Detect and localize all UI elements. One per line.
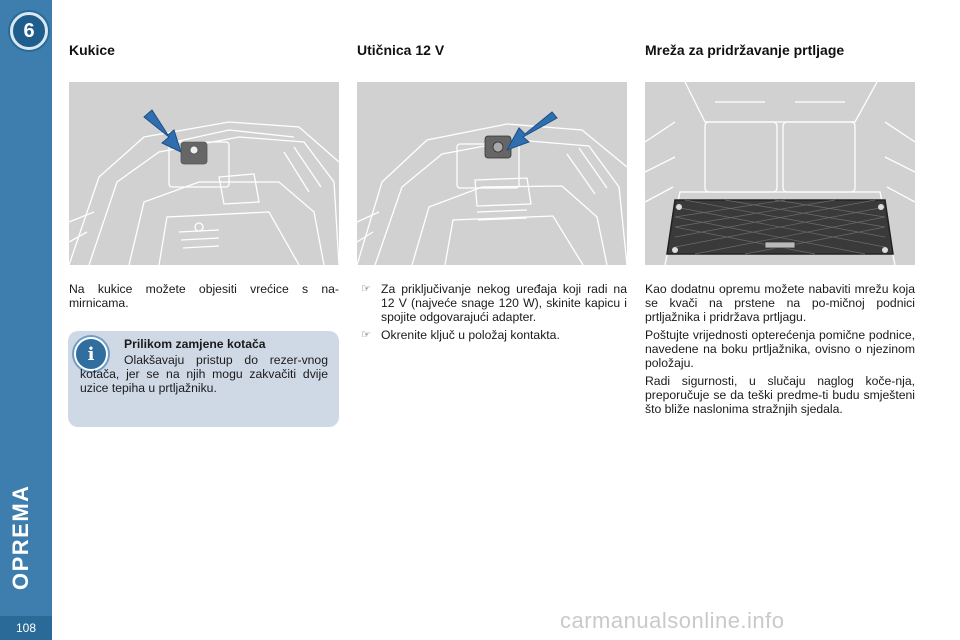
chapter-title: OPREMA — [8, 484, 33, 590]
section-title-socket: Utičnica 12 V — [357, 42, 445, 58]
luggage-net-description — [645, 282, 915, 420]
instruction-text: Za priključivanje nekog uređaja koji radi na 12 V (najveće snage 120 W), skinite kapicu i spojite odgovarajući adapter. — [381, 282, 627, 324]
info-box-title: Prilikom zamjene kotača — [124, 337, 266, 351]
paragraph: Poštujte vrijednosti opterećenja pomične podnice, navedene na boku prtljažnika, ovisno o njezinom položaju. — [645, 328, 915, 370]
instruction-item — [357, 282, 627, 324]
info-box-text: Olakšavaju pristup do rezer-vnog kotača, jer se na njih mogu zakvačiti dvije uzice tepiha u prtljažniku. — [80, 353, 328, 395]
instruction-item — [357, 328, 627, 342]
section-title-luggage-net: Mreža za pridržavanje prtljage — [645, 42, 845, 58]
trunk-12v-socket-illustration — [357, 82, 627, 265]
paragraph: Kao dodatnu opremu možete nabaviti mrežu koja se kvači na prstene na po-mičnoj podnici prtljažnika i pridržava prtljagu. — [645, 282, 915, 324]
hooks-description: Na kukice možete objesiti vrećice s na-mirnicama. — [69, 282, 339, 310]
watermark: carmanualsonline.info — [560, 608, 785, 633]
pointing-finger-icon: ☞ — [361, 283, 371, 295]
trunk-hooks-illustration — [69, 82, 339, 265]
socket-instructions — [357, 282, 627, 346]
page-number: 108 — [0, 616, 52, 640]
section-title-hooks: Kukice — [69, 42, 115, 58]
instruction-text: Okrenite ključ u položaj kontakta. — [381, 328, 560, 342]
pointing-finger-icon: ☞ — [361, 329, 371, 341]
info-box — [68, 331, 339, 427]
luggage-net-illustration — [645, 82, 915, 265]
info-icon: i — [74, 337, 108, 371]
chapter-number-badge: 6 — [10, 12, 48, 50]
paragraph: Radi sigurnosti, u slučaju naglog koče-nja, preporučuje se da teški predme-ti budu smješteni što bliže naslonima stražnjih sjedala. — [645, 374, 915, 416]
